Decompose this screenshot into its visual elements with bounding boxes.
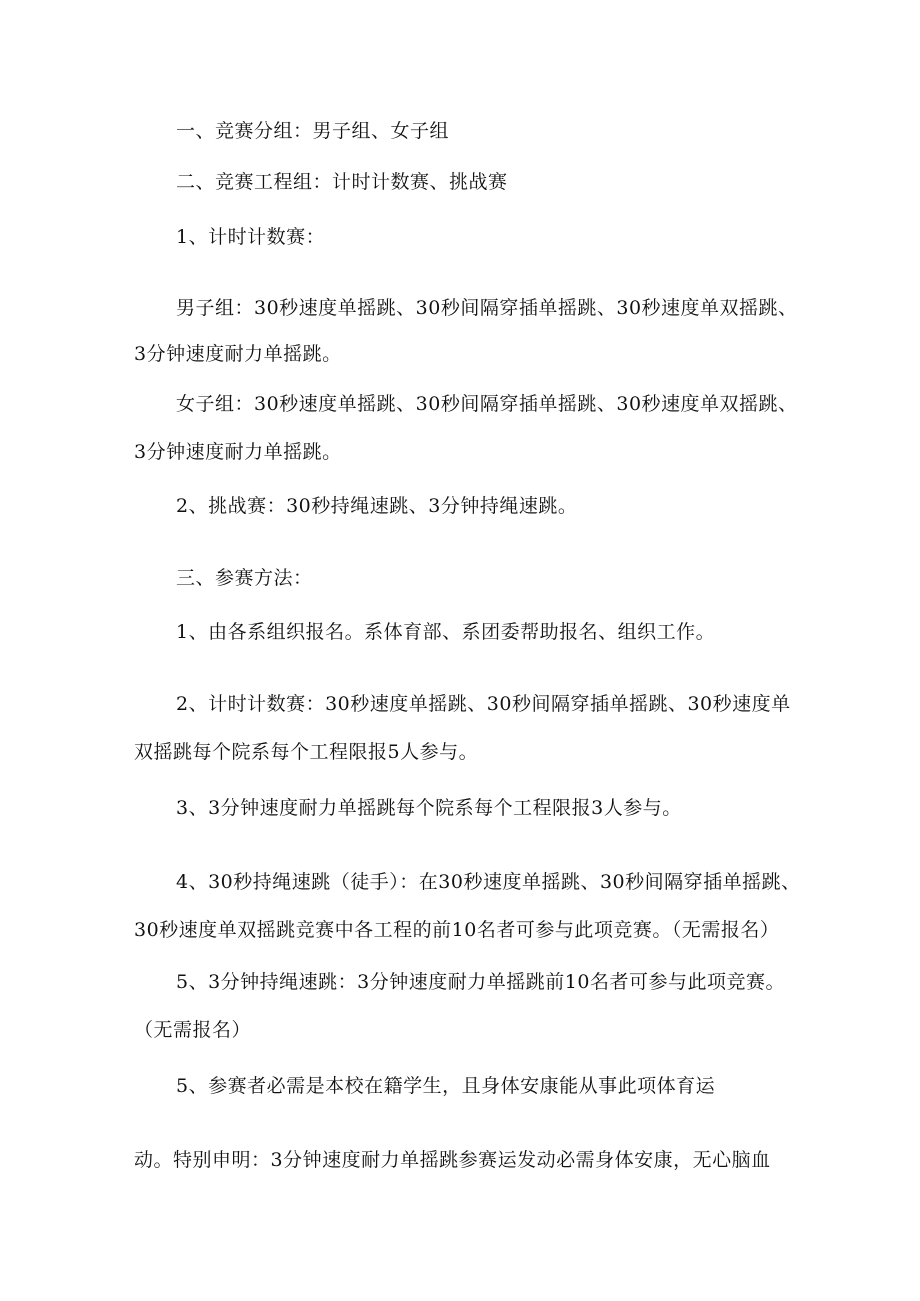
paragraph-method-5b-cont: 动。特别申明：3分钟速度耐力单摇跳参赛运发动必需身体安康，无心脑血 (134, 1149, 771, 1171)
subheading-timed-events: 1、计时计数赛： (176, 226, 326, 248)
paragraph-method-1: 1、由各系组织报名。系体育部、系团委帮助报名、组织工作。 (176, 621, 716, 643)
paragraph-method-3: 3、3分钟速度耐力单摇跳每个院系每个工程限报3人参与。 (176, 797, 682, 819)
section-heading-method: 三、参赛方法： (176, 567, 313, 589)
paragraph-method-4: 4、30秒持绳速跳（徒手）：在30秒速度单摇跳、30秒间隔穿插单摇跳、 (176, 871, 801, 893)
paragraph-method-5a-cont: （无需报名） (134, 1019, 252, 1041)
paragraph-women-events-cont: 3分钟速度耐力单摇跳。 (134, 441, 342, 463)
section-heading-events: 二、竞赛工程组：计时计数赛、挑战赛 (176, 171, 508, 193)
paragraph-challenge-events: 2、挑战赛：30秒持绳速跳、3分钟持绳速跳。 (176, 495, 578, 517)
paragraph-method-2: 2、计时计数赛：30秒速度单摇跳、30秒间隔穿插单摇跳、30秒速度单 (176, 693, 791, 715)
paragraph-method-5b: 5、参赛者必需是本校在籍学生，且身体安康能从事此项体育运 (176, 1075, 716, 1097)
paragraph-men-events-cont: 3分钟速度耐力单摇跳。 (134, 343, 342, 365)
section-heading-groups: 一、竞赛分组：男子组、女子组 (176, 120, 450, 142)
paragraph-method-4-cont: 30秒速度单双摇跳竞赛中各工程的前10名者可参与此项竞赛。（无需报名） (134, 919, 780, 941)
paragraph-men-events: 男子组：30秒速度单摇跳、30秒间隔穿插单摇跳、30秒速度单双摇跳、 (176, 297, 798, 319)
paragraph-women-events: 女子组：30秒速度单摇跳、30秒间隔穿插单摇跳、30秒速度单双摇跳、 (176, 393, 798, 415)
paragraph-method-2-cont: 双摇跳每个院系每个工程限报5人参与。 (134, 741, 479, 763)
paragraph-method-5a: 5、3分钟持绳速跳：3分钟速度耐力单摇跳前10名者可参与此项竞赛。 (176, 971, 785, 993)
